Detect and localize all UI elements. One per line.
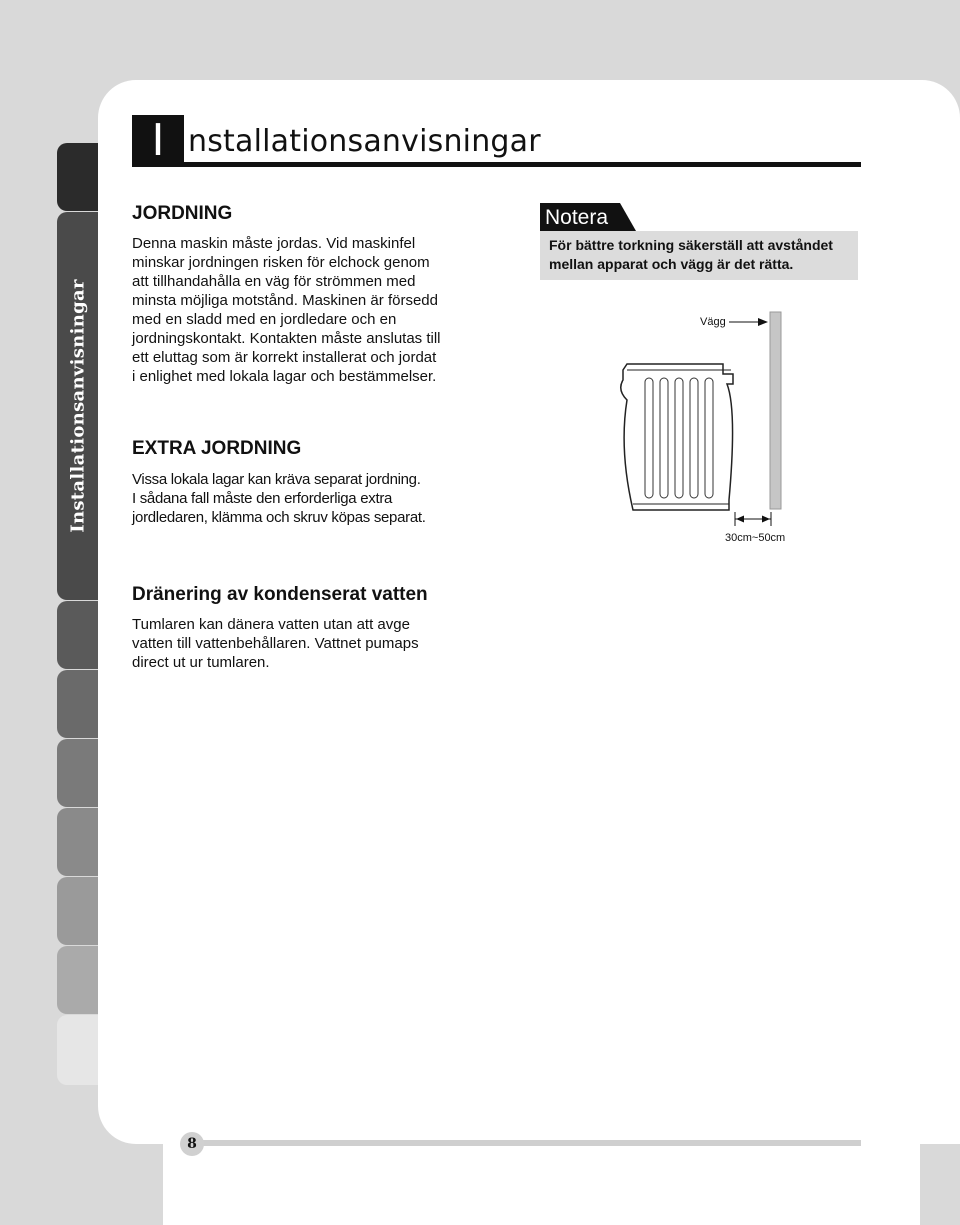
dranering-text [132, 615, 477, 672]
side-tab-3[interactable] [57, 601, 98, 669]
jordning-line: i enlighet med lokala lagar och bestämmelser. [132, 368, 437, 385]
extra-jordning-text [132, 470, 477, 527]
distance-label: 30cm~50cm [725, 532, 786, 544]
title-initial-block [132, 115, 184, 167]
wall-label: Vägg [700, 316, 726, 328]
jordning-line: jordningskontakt. Kontakten måste anslutas till [132, 330, 441, 347]
extra-line: Vissa lokala lagar kan kräva separat jordning. [132, 471, 421, 488]
dranering-heading: Dränering av kondenserat vatten [132, 584, 428, 605]
title-initial: I [151, 115, 165, 166]
side-tab-8[interactable] [57, 946, 98, 1014]
side-tab-9[interactable] [57, 1015, 98, 1085]
dimension-arrow-right [762, 516, 770, 523]
side-tab-installation[interactable] [57, 212, 98, 600]
dranering-line: Tumlaren kan dänera vatten utan att avge [132, 616, 410, 633]
page-number: 8 [180, 1132, 204, 1156]
extra-line: jordledaren, klämma och skruv köpas separat. [132, 509, 426, 526]
jordning-heading: JORDNING [132, 203, 233, 224]
note-text [549, 236, 854, 274]
jordning-line: Denna maskin måste jordas. Vid maskinfel [132, 235, 416, 252]
note-label: Notera [545, 206, 609, 229]
footer-bar [192, 1140, 861, 1146]
jordning-text [132, 234, 477, 386]
side-tab-5[interactable] [57, 739, 98, 807]
jordning-line: minskar jordningen risken för elchock genom [132, 254, 430, 271]
dryer-body [621, 364, 733, 510]
jordning-line: minsta möjliga motstånd. Maskinen är försedd [132, 292, 438, 309]
note-line: För bättre torkning säkerställ att avståndet [549, 237, 833, 253]
side-tab-7[interactable] [57, 877, 98, 945]
wall-arrow-head [758, 318, 768, 326]
side-tab-label: Installationsanvisningar [67, 279, 88, 533]
title-underline [184, 162, 861, 167]
dimension-arrow-left [736, 516, 744, 523]
side-tab-4[interactable] [57, 670, 98, 738]
page-title: nstallationsanvisningar [188, 124, 541, 159]
extra-line: I sådana fall måste den erforderliga extra [132, 490, 393, 507]
jordning-line: att tillhandahålla en väg för strömmen med [132, 273, 416, 290]
wall-shape [770, 312, 781, 509]
note-line: mellan apparat och vägg är det rätta. [549, 256, 794, 272]
dranering-line: vatten till vattenbehållaren. Vattnet pumaps [132, 635, 419, 652]
dryer-wall-diagram [605, 300, 815, 560]
side-tab-6[interactable] [57, 808, 98, 876]
extra-jordning-heading: EXTRA JORDNING [132, 438, 302, 459]
dranering-line: direct ut ur tumlaren. [132, 654, 270, 671]
side-tab-1[interactable] [57, 143, 98, 211]
jordning-line: ett eluttag som är korrekt installerat och jordat [132, 349, 437, 366]
jordning-line: med en sladd med en jordledare och en [132, 311, 397, 328]
